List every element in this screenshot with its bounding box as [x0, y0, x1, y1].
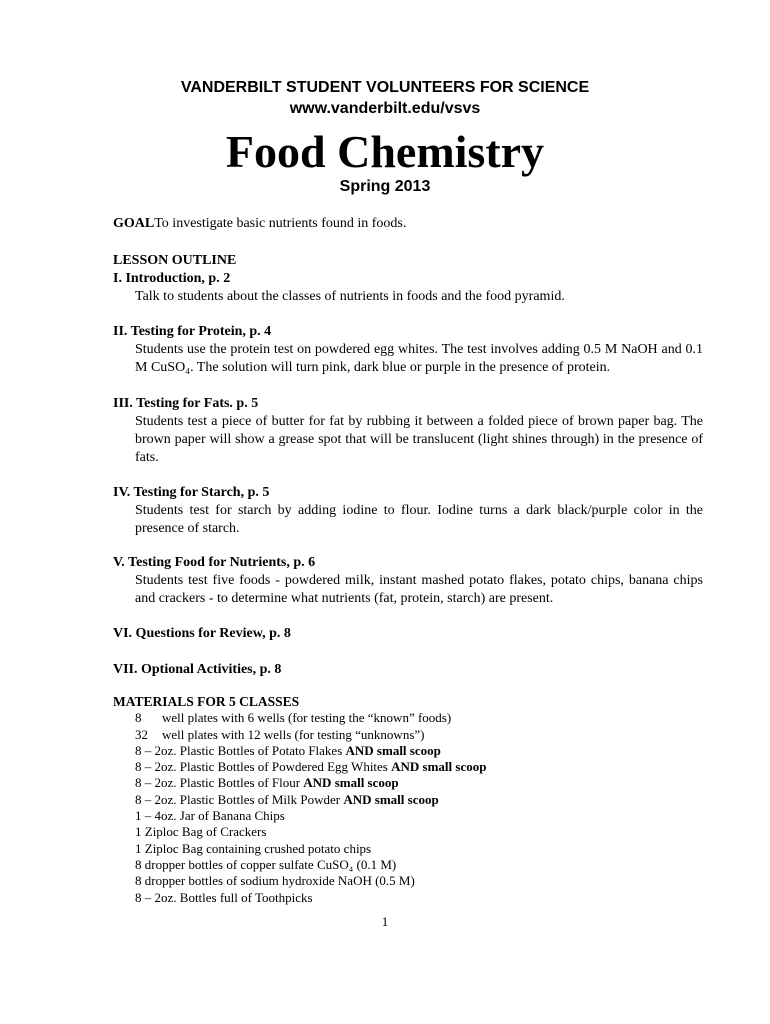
- material-quantity: 32: [135, 726, 148, 742]
- section-heading: V. Testing Food for Nutrients, p. 6: [113, 555, 316, 570]
- material-text: 1 Ziploc Bag of Crackers: [135, 824, 267, 840]
- section-body: Talk to students about the classes of nutrients in foods and the food pyramid.: [135, 289, 565, 304]
- material-item: [113, 727, 713, 743]
- outline-section-1: [113, 270, 703, 306]
- section-heading: I. Introduction, p. 2: [113, 271, 231, 286]
- goal-line: [113, 216, 406, 232]
- material-text: 8 – 2oz. Bottles full of Toothpicks: [135, 889, 313, 905]
- material-text: 8 – 2oz. Plastic Bottles of Powdered Egg Whites: [135, 759, 392, 775]
- material-item: [113, 808, 713, 824]
- organization-name: VANDERBILT STUDENT VOLUNTEERS FOR SCIENCE: [180, 79, 590, 96]
- outline-heading-text: LESSON OUTLINE: [113, 253, 237, 268]
- page-title: Food Chemistry: [225, 126, 545, 177]
- material-item: [113, 775, 713, 791]
- material-emphasis: AND small scoop: [391, 759, 487, 775]
- website-url: www.vanderbilt.edu/vsvs: [289, 100, 481, 117]
- goal-label: GOAL: [113, 216, 155, 231]
- section-body: Students test a piece of butter for fat by rubbing it between a folded piece of brown paper bag. The brown paper will show a grease spot that will be translucent (light shines through) in the presence of fats.: [135, 414, 703, 465]
- material-quantity: 8: [135, 710, 142, 726]
- outline-section-2: [113, 323, 703, 377]
- material-item: [113, 873, 713, 889]
- outline-section-7: [113, 661, 703, 679]
- material-item: [113, 841, 713, 857]
- material-emphasis: AND small scoop: [345, 742, 441, 758]
- outline-section-3: [113, 395, 703, 467]
- materials-heading: MATERIALS FOR 5 CLASSES: [113, 694, 300, 709]
- material-item: [113, 792, 713, 808]
- material-text: 8 – 2oz. Plastic Bottles of Potato Flakes: [135, 742, 346, 758]
- material-text: 1 – 4oz. Jar of Banana Chips: [135, 808, 285, 824]
- materials-list: [113, 694, 713, 906]
- material-emphasis: AND small scoop: [343, 791, 439, 807]
- outline-section-6: [113, 625, 703, 643]
- material-text: 8 dropper bottles of copper sulfate CuSO₄ (0.1 M): [135, 856, 397, 872]
- section-heading: III. Testing for Fats. p. 5: [113, 396, 259, 411]
- term-label: Spring 2013: [339, 178, 431, 195]
- material-emphasis: AND small scoop: [303, 775, 399, 791]
- lesson-outline-heading: [113, 252, 703, 270]
- material-text: well plates with 6 wells (for testing the “known” foods): [162, 710, 452, 726]
- material-text: 8 – 2oz. Plastic Bottles of Milk Powder: [135, 791, 344, 807]
- material-item: [113, 824, 713, 840]
- material-text: 8 – 2oz. Plastic Bottles of Flour: [135, 775, 304, 791]
- outline-section-4: [113, 484, 703, 538]
- material-text: 8 dropper bottles of sodium hydroxide NaOH (0.5 M): [135, 873, 415, 889]
- goal-text: To investigate basic nutrients found in foods.: [154, 216, 407, 231]
- page-number: 1: [381, 914, 389, 929]
- section-heading: VII. Optional Activities, p. 8: [113, 662, 282, 677]
- material-item: [113, 710, 713, 726]
- section-body: Students use the protein test on powdered egg whites. The test involves adding 0.5 M NaOH and 0.1 M CuSO₄. The solution will turn pink, dark blue or purple in the presence of protein.: [135, 342, 703, 375]
- material-text: well plates with 12 wells (for testing “unknowns”): [162, 726, 425, 742]
- material-text: 1 Ziploc Bag containing crushed potato chips: [135, 840, 372, 856]
- outline-section-5: [113, 554, 703, 608]
- section-heading: II. Testing for Protein, p. 4: [113, 324, 272, 339]
- material-item: [113, 857, 713, 873]
- material-item: [113, 890, 713, 906]
- section-body: Students test five foods - powdered milk, instant mashed potato flakes, potato chips, banana chips and crackers - to determine what nutrients (fat, protein, starch) are present.: [135, 573, 703, 606]
- section-heading: VI. Questions for Review, p. 8: [113, 626, 291, 641]
- material-item: [113, 759, 713, 775]
- section-body: Students test for starch by adding iodine to flour. Iodine turns a dark black/purple color in the presence of starch.: [135, 503, 703, 536]
- material-item: [113, 743, 713, 759]
- section-heading: IV. Testing for Starch, p. 5: [113, 485, 270, 500]
